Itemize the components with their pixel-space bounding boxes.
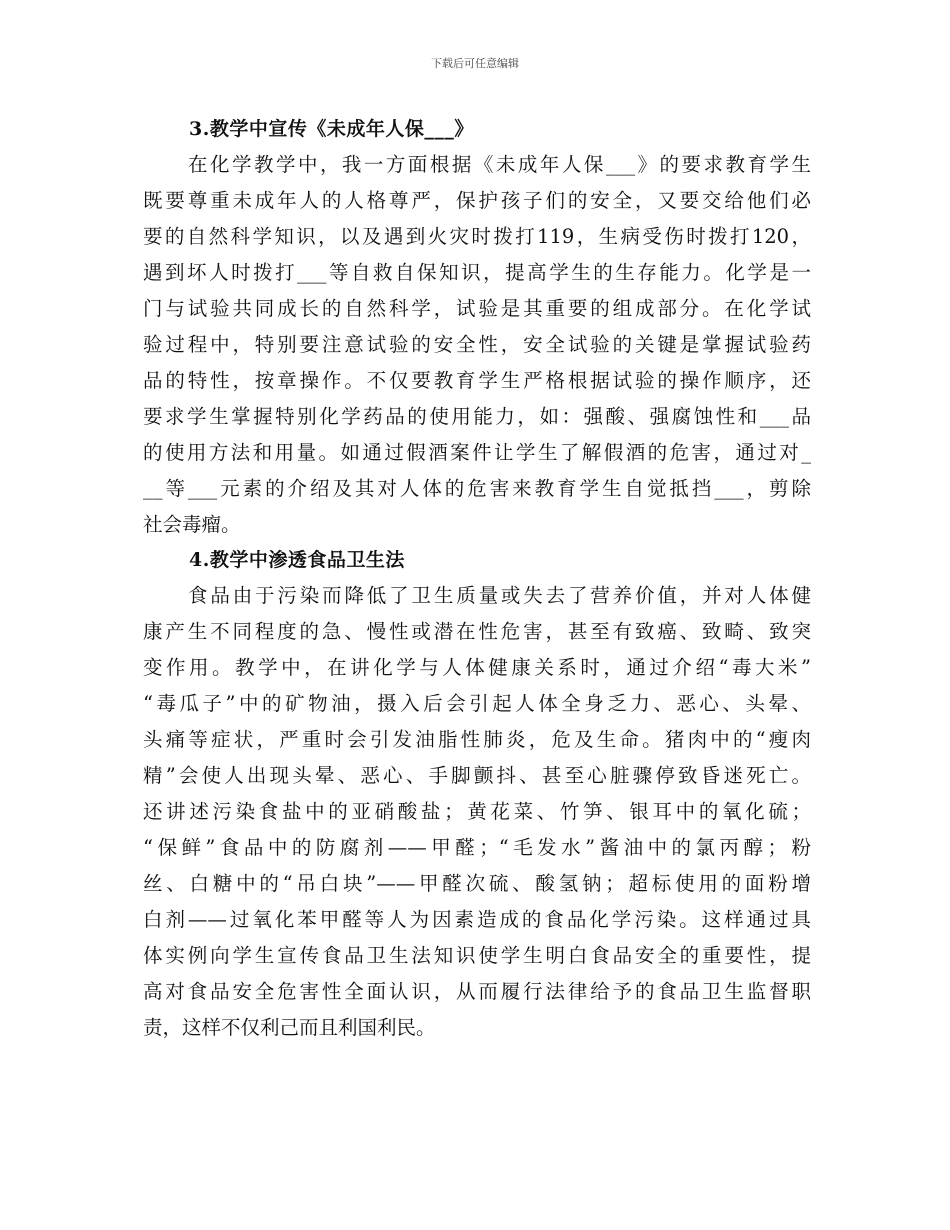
text-line: 高对食品安全危害性全面认识，从而履行法律给予的食品卫生监督职 xyxy=(143,980,811,1003)
text-line: 门与试验共同成长的自然科学，试验是其重要的组成部分。在化学试 xyxy=(143,297,811,320)
text-line: 变作用。教学中，在讲化学与人体健康关系时，通过介绍“毒大米” xyxy=(143,656,811,679)
text-line: 食品由于污染而降低了卫生质量或失去了营养价值，并对人体健 xyxy=(188,584,811,607)
page-header: 下载后可任意编辑 xyxy=(431,57,519,70)
text-line: “毒瓜子”中的矿物油，摄入后会引起人体全身乏力、恶心、头晕、 xyxy=(143,692,811,715)
text-line: 责，这样不仅利己而且利国利民。 xyxy=(143,1016,436,1039)
section-paragraph xyxy=(143,147,811,543)
text-line: 的使用方法和用量。如通过假酒案件让学生了解假酒的危害，通过对_ xyxy=(143,441,811,464)
text-line: “保鲜”食品中的防腐剂——甲醛；“毛发水”酱油中的氯丙醇；粉 xyxy=(143,836,811,859)
document-body xyxy=(143,112,811,1046)
text-line: 验过程中，特别要注意试验的安全性，安全试验的关键是掌握试验药 xyxy=(143,333,811,356)
text-line: 品的特性，按章操作。不仅要教育学生严格根据试验的操作顺序，还 xyxy=(143,369,811,392)
text-line: 康产生不同程度的急、慢性或潜在性危害，甚至有致癌、致畸、致突 xyxy=(143,620,811,643)
section-4 xyxy=(143,543,811,1046)
text-line: 体实例向学生宣传食品卫生法知识使学生明白食品安全的重要性，提 xyxy=(143,944,811,967)
text-line: 精”会使人出现头晕、恶心、手脚颤抖、甚至心脏骤停致昏迷死亡。 xyxy=(143,764,811,787)
text-line: 在化学教学中，我一方面根据《未成年人保___》的要求教育学生 xyxy=(188,153,811,176)
text-line: 遇到坏人时拨打___等自救自保知识，提高学生的生存能力。化学是一 xyxy=(143,261,811,284)
text-line: 还讲述污染食盐中的亚硝酸盐；黄花菜、竹笋、银耳中的氧化硫； xyxy=(143,800,811,823)
text-line: 社会毒瘤。 xyxy=(143,513,241,536)
text-line: 要求学生掌握特别化学药品的使用能力，如：强酸、强腐蚀性和___品 xyxy=(143,405,811,428)
text-line: 丝、白糖中的“吊白块”——甲醛次硫、酸氢钠；超标使用的面粉增 xyxy=(143,872,811,895)
text-line: 要的自然科学知识，以及遇到火灾时拨打119，生病受伤时拨打120， xyxy=(143,225,811,248)
text-line: __等___元素的介绍及其对人体的危害来教育学生自觉抵挡___，剪除 xyxy=(143,477,811,500)
text-line: 白剂——过氧化苯甲醛等人为因素造成的食品化学污染。这样通过具 xyxy=(143,908,811,931)
section-heading: 4.教学中渗透食品卫生法 xyxy=(189,549,405,571)
text-line: 既要尊重未成年人的人格尊严，保护孩子们的安全，又要交给他们必 xyxy=(143,189,811,212)
section-3 xyxy=(143,112,811,543)
section-paragraph xyxy=(143,578,811,1046)
section-heading: 3.教学中宣传《未成年人保___》 xyxy=(189,118,474,140)
text-line: 头痛等症状，严重时会引发油脂性肺炎，危及生命。猪肉中的“瘦肉 xyxy=(143,728,811,751)
